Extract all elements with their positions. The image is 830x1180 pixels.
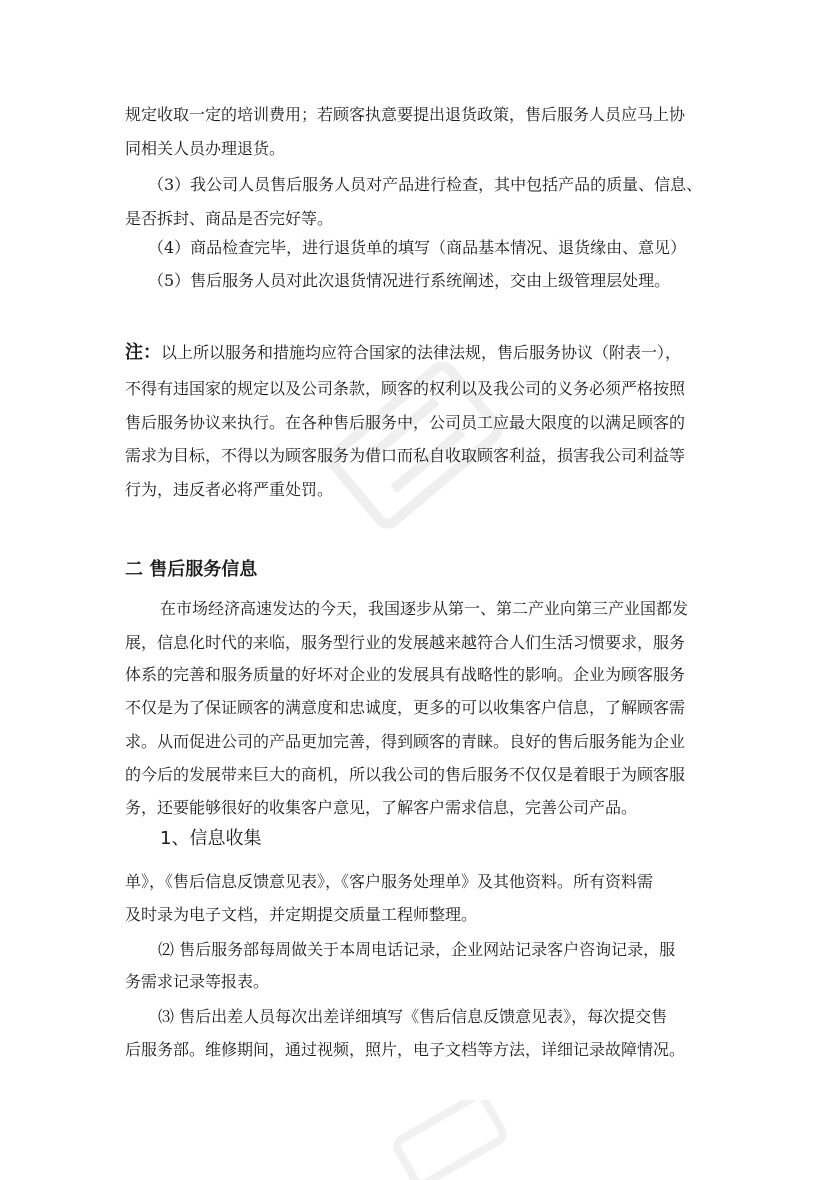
paragraph-line: 不得有违国家的规定以及公司条款，顾客的权利以及我公司的义务必须严格按照 [125,379,686,398]
paragraph-line: 及时录为电子文档，并定期提交质量工程师整理。 [125,905,478,924]
paragraph-line: 体系的完善和服务质量的好坏对企业的发展具有战略性的影响。企业为顾客服务 [125,665,686,684]
list-item: （4）商品检查完毕，进行退货单的填写（商品基本情况、退货缘由、意见） [148,238,687,257]
list-item: （3）我公司人员售后服务人员对产品进行检查，其中包括产品的质量、信息、 [148,175,703,194]
paragraph-line: 在市场经济高速发达的今天，我国逐步从第一、第二产业向第三产业国都发 [160,599,689,618]
paragraph-line: 展，信息化时代的来临，服务型行业的发展越来越符合人们生活习惯要求，服务 [125,633,686,652]
paragraph-line: 不仅是为了保证顾客的满意度和忠诚度，更多的可以收集客户信息，了解顾客需 [125,698,686,717]
sub-heading: 1、信息收集 [160,828,262,849]
paragraph-line: 规定收取一定的培训费用；若顾客执意要提出退货政策，售后服务人员应马上协 [125,105,686,124]
paragraph-line: 行为，违反者必将严重处罚。 [125,480,334,499]
note-text: 以上所以服务和措施均应符合国家的法律法规，售后服务协议（附表一）， [161,343,682,362]
watermark-mark-icon [380,1100,520,1180]
section-heading: 二 售后服务信息 [125,559,258,580]
paragraph-line: 单》，《售后信息反馈意见表》，《客户服务处理单》及其他资料。所有资料需 [125,872,654,891]
paragraph-line: 求。从而促进公司的产品更加完善，得到顾客的青睐。良好的售后服务能为企业 [125,732,686,751]
note-label: 注： [125,342,161,363]
paragraph-line: 售后服务协议来执行。在各种售后服务中，公司员工应最大限度的以满足顾客的 [125,413,686,432]
list-item: （5）售后服务人员对此次退货情况进行系统阐述，交由上级管理层处理。 [148,271,671,290]
paragraph-line: 后服务部。维修期间，通过视频，照片，电子文档等方法，详细记录故障情况。 [125,1040,686,1059]
paragraph-line: 务需求记录等报表。 [125,972,270,991]
paragraph-line: 的今后的发展带来巨大的商机，所以我公司的售后服务不仅仅是着眼于为顾客服 [125,765,686,784]
list-item: ⑵ 售后服务部每周做关于本周电话记录，企业网站记录客户咨询记录，服 [158,940,676,959]
paragraph-line: 是否拆封、商品是否完好等。 [125,209,334,228]
list-item: ⑶ 售后出差人员每次出差详细填写《售后信息反馈意见表》，每次提交售 [158,1007,668,1026]
paragraph-line: 同相关人员办理退货。 [125,139,286,158]
paragraph-line: 需求为目标，不得以为顾客服务为借口而私自收取顾客利益，损害我公司利益等 [125,446,686,465]
paragraph-line: 务，还要能够很好的收集客户意见，了解客户需求信息，完善公司产品。 [125,798,638,817]
note-first-line [125,342,681,364]
